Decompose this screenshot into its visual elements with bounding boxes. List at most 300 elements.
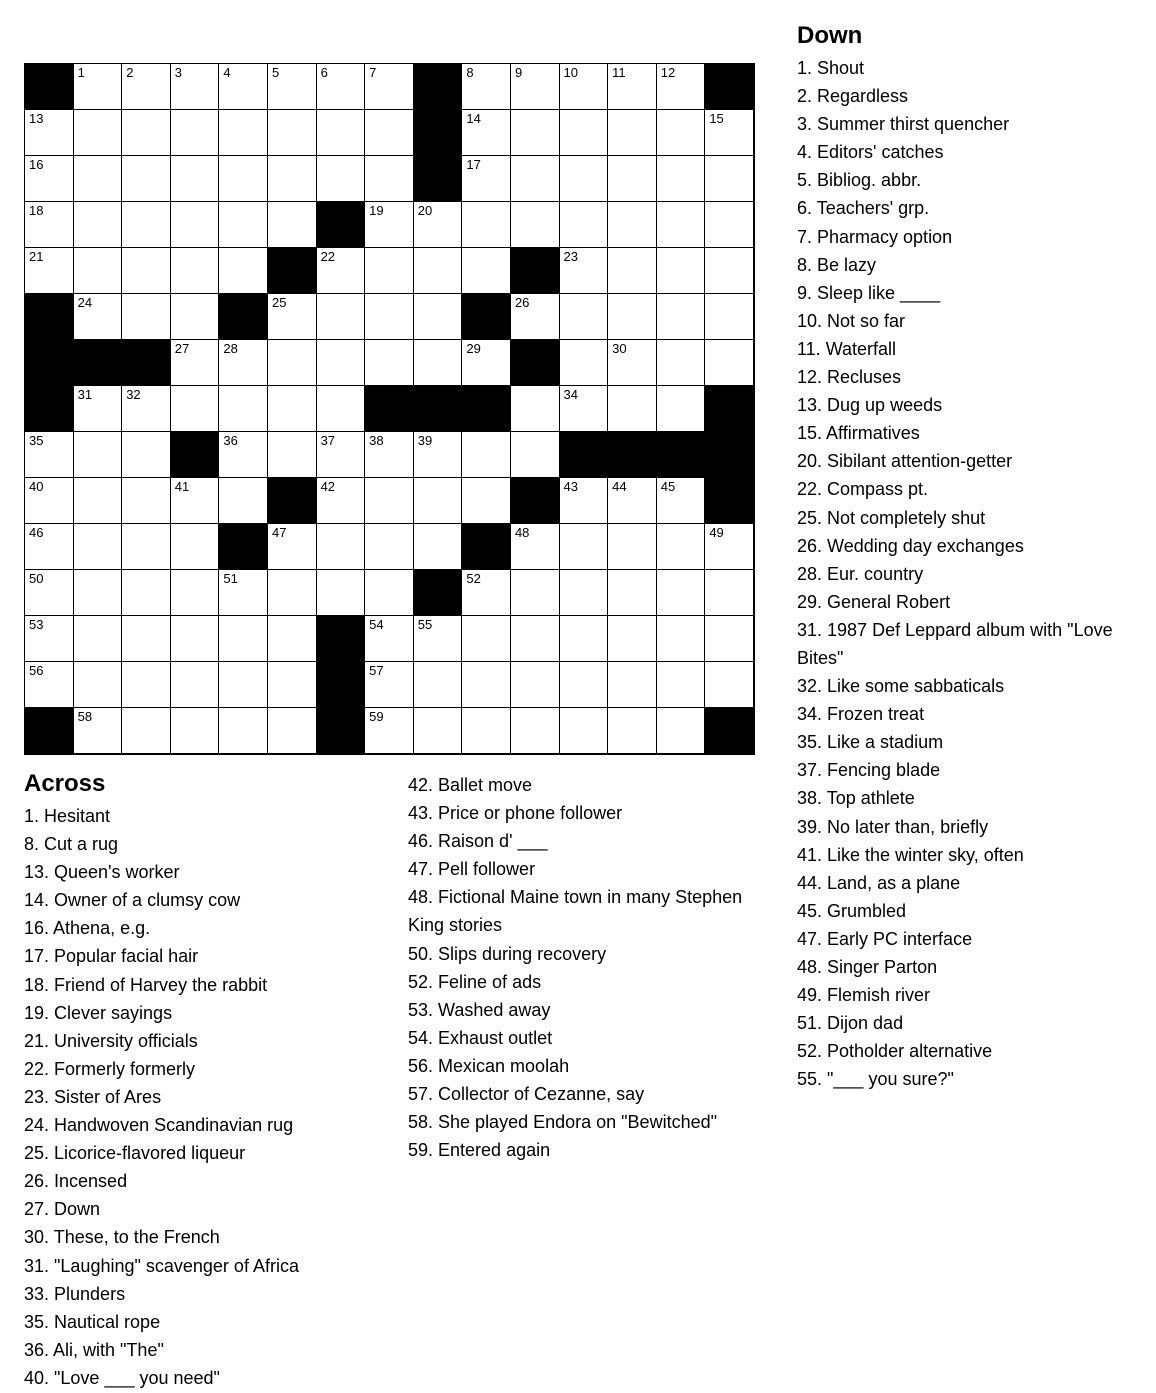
grid-cell[interactable]: [608, 386, 657, 432]
cell-number: 19: [369, 203, 384, 218]
grid-cell[interactable]: [25, 110, 74, 156]
grid-cell[interactable]: [219, 662, 268, 708]
cell-number: 53: [29, 617, 44, 632]
grid-cell[interactable]: [268, 662, 317, 708]
grid-cell[interactable]: [317, 570, 366, 616]
grid-cell[interactable]: [560, 156, 609, 202]
grid-cell[interactable]: [268, 156, 317, 202]
clue-item: 6. Teachers' grp.: [797, 198, 930, 219]
grid-cell[interactable]: [705, 202, 754, 248]
grid-cell[interactable]: [122, 524, 171, 570]
grid-cell[interactable]: [219, 478, 268, 524]
grid-cell[interactable]: [365, 64, 414, 110]
clue-item: 47. Pell follower: [408, 859, 536, 880]
cell-number: 29: [466, 341, 481, 356]
grid-cell[interactable]: [560, 294, 609, 340]
cell-number: 26: [514, 295, 530, 310]
grid-cell[interactable]: [511, 110, 560, 156]
grid-cell[interactable]: [365, 110, 414, 156]
grid-cell[interactable]: [657, 248, 706, 294]
cell-number: 16: [29, 157, 44, 172]
grid-cell[interactable]: [608, 524, 657, 570]
grid-cell[interactable]: [171, 202, 220, 248]
grid-cell[interactable]: [171, 616, 220, 662]
clue-item: 35. Like a stadium: [797, 732, 944, 753]
grid-cell[interactable]: [317, 386, 366, 432]
grid-cell[interactable]: [657, 708, 706, 754]
grid-cell[interactable]: [365, 432, 414, 478]
grid-cell[interactable]: [705, 662, 754, 708]
grid-cell[interactable]: [74, 524, 123, 570]
grid-cell[interactable]: [560, 708, 609, 754]
clue-item: 8. Cut a rug: [24, 834, 119, 855]
grid-cell[interactable]: [122, 156, 171, 202]
grid-cell[interactable]: [608, 156, 657, 202]
clue-item: 12. Recluses: [797, 367, 902, 388]
grid-cell[interactable]: [511, 202, 560, 248]
clue-item: 27. Down: [24, 1199, 101, 1220]
grid-cell[interactable]: [317, 110, 366, 156]
grid-cell[interactable]: [74, 294, 123, 340]
cell-number: 21: [29, 249, 44, 264]
grid-cell[interactable]: [268, 64, 317, 110]
grid-block: [705, 386, 754, 432]
grid-cell[interactable]: [414, 708, 463, 754]
grid-cell[interactable]: [608, 110, 657, 156]
grid-cell[interactable]: [171, 570, 220, 616]
grid-cell[interactable]: [462, 248, 511, 294]
grid-block: [171, 432, 220, 478]
grid-cell[interactable]: [219, 340, 268, 386]
cell-number: 31: [77, 387, 93, 402]
grid-cell[interactable]: [171, 478, 220, 524]
down-clues-column: [797, 22, 1147, 1093]
grid-cell[interactable]: [219, 616, 268, 662]
grid-cell[interactable]: [705, 616, 754, 662]
grid-cell[interactable]: [560, 524, 609, 570]
grid-cell[interactable]: [365, 340, 414, 386]
cell-number: 25: [271, 295, 287, 310]
clue-item: 23. Sister of Ares: [24, 1086, 162, 1107]
grid-cell[interactable]: [365, 708, 414, 754]
grid-cell[interactable]: [74, 386, 123, 432]
grid-cell[interactable]: [25, 662, 74, 708]
clue-item: 33. Plunders: [24, 1283, 126, 1304]
grid-cell[interactable]: [657, 662, 706, 708]
grid-cell[interactable]: [268, 340, 317, 386]
grid-cell[interactable]: [171, 386, 220, 432]
grid-cell[interactable]: [608, 202, 657, 248]
grid-cell[interactable]: [171, 524, 220, 570]
grid-cell[interactable]: [74, 248, 123, 294]
grid-cell[interactable]: [171, 708, 220, 754]
grid-cell[interactable]: [25, 524, 74, 570]
cell-number: 23: [563, 249, 578, 264]
clue-item: 48. Singer Parton: [797, 957, 938, 977]
grid-cell[interactable]: [608, 248, 657, 294]
grid-cell[interactable]: [657, 616, 706, 662]
grid-cell[interactable]: [219, 156, 268, 202]
grid-cell[interactable]: [560, 616, 609, 662]
grid-block: [511, 478, 560, 524]
grid-cell[interactable]: [171, 64, 220, 110]
grid-cell[interactable]: [414, 202, 463, 248]
grid-block: [414, 156, 463, 202]
grid-cell[interactable]: [74, 202, 123, 248]
grid-cell[interactable]: [74, 478, 123, 524]
cell-number: 46: [29, 525, 44, 540]
clue-item: 14. Owner of a clumsy cow: [24, 890, 241, 911]
clue-item: 22. Compass pt.: [797, 479, 929, 500]
grid-cell[interactable]: [74, 64, 123, 110]
grid-cell[interactable]: [705, 570, 754, 616]
cell-number: 48: [514, 525, 530, 540]
grid-cell[interactable]: [74, 432, 123, 478]
grid-cell[interactable]: [705, 110, 754, 156]
grid-cell[interactable]: [657, 156, 706, 202]
grid-cell[interactable]: [462, 156, 511, 202]
clue-item: 21. University officials: [24, 1030, 198, 1051]
grid-block: [365, 386, 414, 432]
cell-number: 35: [29, 433, 44, 448]
down-heading: Down: [797, 22, 863, 49]
grid-cell[interactable]: [560, 340, 609, 386]
grid-cell[interactable]: [462, 432, 511, 478]
grid-cell[interactable]: [511, 524, 560, 570]
clue-item: 44. Land, as a plane: [797, 872, 961, 893]
grid-cell[interactable]: [317, 340, 366, 386]
grid-cell[interactable]: [219, 110, 268, 156]
grid-cell[interactable]: [219, 570, 268, 616]
cell-number: 11: [612, 65, 626, 80]
cell-number: 54: [369, 617, 384, 632]
grid-cell[interactable]: [317, 478, 366, 524]
grid-cell[interactable]: [657, 340, 706, 386]
clue-item: 4. Editors' catches: [797, 142, 944, 163]
crossword-grid: [24, 63, 755, 755]
grid-cell[interactable]: [705, 294, 754, 340]
grid-cell[interactable]: [414, 432, 463, 478]
clue-item: 50. Slips during recovery: [408, 943, 607, 964]
grid-cell[interactable]: [608, 64, 657, 110]
grid-cell[interactable]: [608, 570, 657, 616]
grid-cell[interactable]: [608, 294, 657, 340]
grid-cell[interactable]: [122, 570, 171, 616]
grid-cell[interactable]: [317, 524, 366, 570]
grid-cell[interactable]: [365, 478, 414, 524]
cell-number: 20: [417, 203, 433, 218]
grid-cell[interactable]: [74, 662, 123, 708]
clue-item: 48. Fictional Maine town in many Stephen: [408, 887, 743, 908]
grid-cell[interactable]: [219, 432, 268, 478]
grid-cell[interactable]: [25, 616, 74, 662]
grid-cell[interactable]: [511, 64, 560, 110]
grid-cell[interactable]: [268, 570, 317, 616]
grid-cell[interactable]: [25, 478, 74, 524]
cell-number: 7: [369, 65, 377, 80]
across-clues-column-2: [408, 770, 778, 1164]
grid-cell[interactable]: [219, 708, 268, 754]
cell-number: 44: [612, 479, 627, 494]
clue-item: 10. Not so far: [797, 310, 906, 331]
clue-item: 39. No later than, briefly: [797, 816, 989, 837]
grid-cell[interactable]: [122, 662, 171, 708]
grid-cell[interactable]: [74, 110, 123, 156]
cell-number: 41: [174, 479, 190, 494]
grid-block: [25, 340, 74, 386]
grid-cell[interactable]: [705, 156, 754, 202]
grid-cell[interactable]: [25, 202, 74, 248]
grid-cell[interactable]: [511, 386, 560, 432]
across-clues-column-1: [24, 770, 384, 1392]
grid-cell[interactable]: [560, 386, 609, 432]
cell-number: 22: [320, 249, 336, 264]
grid-block: [462, 386, 511, 432]
cell-number: 10: [563, 65, 578, 80]
grid-cell[interactable]: [608, 616, 657, 662]
clue-item: 30. These, to the French: [24, 1227, 220, 1248]
clue-item: 52. Feline of ads: [408, 971, 542, 992]
cell-number: 56: [29, 663, 44, 678]
grid-cell[interactable]: [414, 616, 463, 662]
cell-number: 14: [466, 111, 481, 126]
grid-cell[interactable]: [171, 662, 220, 708]
grid-cell[interactable]: [560, 478, 609, 524]
grid-block: [268, 478, 317, 524]
cell-number: 57: [369, 663, 384, 678]
grid-cell[interactable]: [268, 432, 317, 478]
cell-number: 24: [77, 295, 93, 310]
grid-cell[interactable]: [219, 64, 268, 110]
clue-item: 52. Potholder alternative: [797, 1041, 993, 1062]
grid-cell[interactable]: [414, 248, 463, 294]
clue-item: 7. Pharmacy option: [797, 226, 953, 247]
grid-cell[interactable]: [511, 708, 560, 754]
grid-cell[interactable]: [74, 708, 123, 754]
clue-item: 53. Washed away: [408, 999, 551, 1020]
clue-item: 11. Waterfall: [797, 338, 897, 359]
clue-item: 8. Be lazy: [797, 254, 877, 275]
grid-cell[interactable]: [608, 340, 657, 386]
clue-item: 1. Shout: [797, 58, 865, 78]
cell-number: 17: [466, 157, 481, 172]
grid-cell[interactable]: [608, 478, 657, 524]
grid-cell[interactable]: [74, 616, 123, 662]
grid-cell[interactable]: [462, 64, 511, 110]
clue-item: King stories: [408, 915, 503, 936]
grid-cell[interactable]: [462, 708, 511, 754]
clue-item: 25. Not completely shut: [797, 507, 986, 528]
grid-cell[interactable]: [365, 156, 414, 202]
grid-cell[interactable]: [657, 110, 706, 156]
clue-item: 22. Formerly formerly: [24, 1058, 196, 1079]
grid-block: [25, 294, 74, 340]
grid-cell[interactable]: [122, 386, 171, 432]
grid-cell[interactable]: [122, 294, 171, 340]
grid-block: [268, 248, 317, 294]
grid-cell[interactable]: [268, 386, 317, 432]
grid-cell[interactable]: [560, 110, 609, 156]
grid-cell[interactable]: [365, 616, 414, 662]
clue-item: 56. Mexican moolah: [408, 1055, 570, 1076]
clue-item: 26. Wedding day exchanges: [797, 535, 1024, 556]
clue-item: 43. Price or phone follower: [408, 803, 623, 824]
cell-number: 59: [369, 709, 384, 724]
grid-cell[interactable]: [171, 294, 220, 340]
grid-cell[interactable]: [462, 478, 511, 524]
grid-block: [317, 202, 366, 248]
grid-cell[interactable]: [560, 202, 609, 248]
cell-number: 2: [126, 65, 134, 80]
grid-cell[interactable]: [122, 248, 171, 294]
grid-block: [414, 64, 463, 110]
grid-block: [608, 432, 657, 478]
grid-block: [317, 662, 366, 708]
grid-cell[interactable]: [268, 524, 317, 570]
clue-item: 3. Summer thirst quencher: [797, 114, 1010, 135]
grid-cell[interactable]: [414, 478, 463, 524]
grid-cell[interactable]: [171, 248, 220, 294]
grid-block: [25, 708, 74, 754]
grid-cell[interactable]: [705, 248, 754, 294]
grid-cell[interactable]: [462, 662, 511, 708]
grid-block: [705, 432, 754, 478]
grid-cell[interactable]: [317, 64, 366, 110]
clue-item: 5. Bibliog. abbr.: [797, 170, 922, 191]
grid-cell[interactable]: [74, 570, 123, 616]
grid-cell[interactable]: [171, 156, 220, 202]
grid-cell[interactable]: [462, 570, 511, 616]
grid-cell[interactable]: [317, 156, 366, 202]
clue-item: 25. Licorice-flavored liqueur: [24, 1143, 246, 1164]
grid-block: [74, 340, 123, 386]
cell-number: 28: [223, 341, 238, 356]
grid-cell[interactable]: [25, 156, 74, 202]
grid-block: [317, 616, 366, 662]
grid-cell[interactable]: [608, 708, 657, 754]
grid-cell[interactable]: [219, 248, 268, 294]
grid-cell[interactable]: [511, 616, 560, 662]
clue-item: 38. Top athlete: [797, 788, 915, 809]
grid-cell[interactable]: [657, 570, 706, 616]
grid-cell[interactable]: [705, 524, 754, 570]
clue-item: 15. Affirmatives: [797, 423, 920, 444]
cell-number: 3: [174, 65, 183, 80]
grid-cell[interactable]: [511, 156, 560, 202]
grid-cell[interactable]: [365, 248, 414, 294]
clue-item: 55. "___ you sure?": [797, 1069, 954, 1090]
grid-cell[interactable]: [25, 248, 74, 294]
grid-cell[interactable]: [560, 662, 609, 708]
cell-number: 38: [369, 433, 384, 448]
grid-cell[interactable]: [219, 202, 268, 248]
grid-cell[interactable]: [268, 294, 317, 340]
grid-cell[interactable]: [365, 202, 414, 248]
grid-cell[interactable]: [511, 432, 560, 478]
clue-item: 16. Athena, e.g.: [24, 918, 151, 939]
grid-cell[interactable]: [657, 386, 706, 432]
clue-item: 28. Eur. country: [797, 563, 924, 584]
grid-cell[interactable]: [511, 294, 560, 340]
grid-cell[interactable]: [317, 248, 366, 294]
grid-cell[interactable]: [25, 570, 74, 616]
grid-block: [560, 432, 609, 478]
grid-cell[interactable]: [122, 432, 171, 478]
grid-cell[interactable]: [171, 110, 220, 156]
clue-item: 26. Incensed: [24, 1171, 128, 1192]
grid-cell[interactable]: [462, 616, 511, 662]
grid-block: [657, 432, 706, 478]
grid-cell[interactable]: [705, 340, 754, 386]
clue-item: 34. Frozen treat: [797, 704, 925, 725]
grid-cell[interactable]: [122, 110, 171, 156]
grid-cell[interactable]: [511, 570, 560, 616]
grid-cell[interactable]: [462, 340, 511, 386]
grid-cell[interactable]: [317, 294, 366, 340]
grid-cell[interactable]: [317, 432, 366, 478]
clue-item: 36. Ali, with "The": [24, 1339, 164, 1360]
clue-item: 41. Like the winter sky, often: [797, 844, 1024, 865]
grid-block: [317, 708, 366, 754]
grid-cell[interactable]: [122, 202, 171, 248]
grid-cell[interactable]: [608, 662, 657, 708]
cell-number: 1: [77, 65, 85, 80]
clue-item: 49. Flemish river: [797, 985, 931, 1006]
grid-cell[interactable]: [268, 110, 317, 156]
grid-cell[interactable]: [414, 662, 463, 708]
grid-cell[interactable]: [560, 64, 609, 110]
grid-cell[interactable]: [414, 524, 463, 570]
cell-number: 42: [320, 479, 336, 494]
grid-cell[interactable]: [268, 708, 317, 754]
grid-cell[interactable]: [414, 294, 463, 340]
grid-cell[interactable]: [657, 478, 706, 524]
cell-number: 6: [320, 65, 328, 80]
grid-cell[interactable]: [122, 64, 171, 110]
grid-block: [414, 570, 463, 616]
cell-number: 37: [320, 433, 336, 448]
grid-cell[interactable]: [219, 386, 268, 432]
grid-cell[interactable]: [657, 524, 706, 570]
grid-cell[interactable]: [657, 202, 706, 248]
grid-cell[interactable]: [25, 432, 74, 478]
grid-cell[interactable]: [657, 294, 706, 340]
grid-cell[interactable]: [365, 524, 414, 570]
grid-cell[interactable]: [560, 248, 609, 294]
grid-block: [414, 110, 463, 156]
grid-cell[interactable]: [511, 662, 560, 708]
grid-cell[interactable]: [365, 294, 414, 340]
grid-cell[interactable]: [462, 202, 511, 248]
grid-cell[interactable]: [171, 340, 220, 386]
grid-cell[interactable]: [560, 570, 609, 616]
grid-cell[interactable]: [462, 110, 511, 156]
grid-cell[interactable]: [365, 570, 414, 616]
across-clue-list-continued: [408, 770, 778, 1164]
grid-cell[interactable]: [414, 340, 463, 386]
grid-cell[interactable]: [122, 478, 171, 524]
grid-cell[interactable]: [268, 202, 317, 248]
grid-cell[interactable]: [657, 64, 706, 110]
grid-cell[interactable]: [365, 662, 414, 708]
cell-number: 39: [417, 433, 433, 448]
cell-number: 4: [223, 65, 231, 80]
grid-cell[interactable]: [122, 616, 171, 662]
grid-cell[interactable]: [74, 156, 123, 202]
clue-item: 20. Sibilant attention-getter: [797, 451, 1013, 472]
grid-cell[interactable]: [268, 616, 317, 662]
grid-cell[interactable]: [122, 708, 171, 754]
